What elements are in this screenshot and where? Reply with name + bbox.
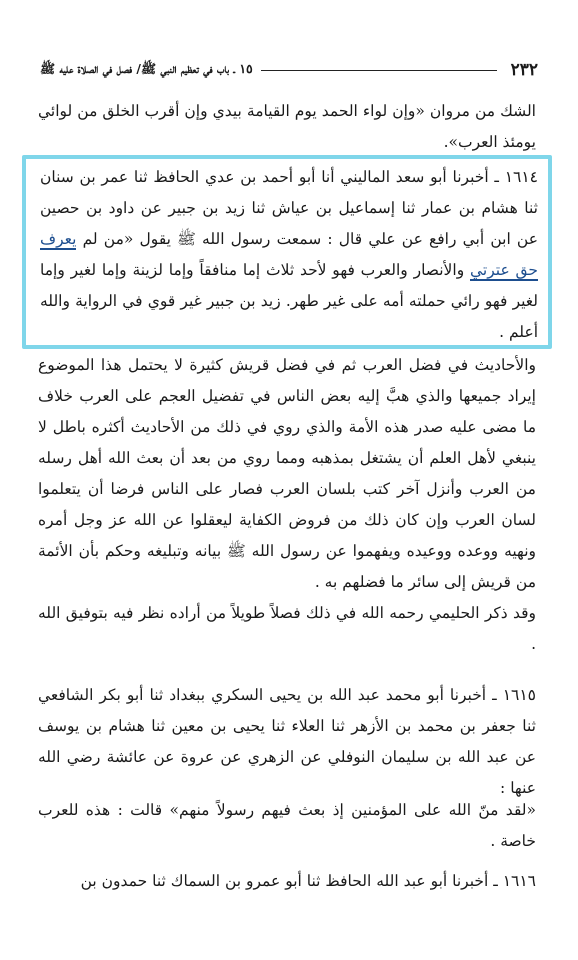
hadith-1614-text-start: ١٦١٤ ـ أخبرنا أبو سعد الماليني أنا أبو أحمد بن عدي الحافظ ثنا عمر بن سنان ثنا هشام بن عمار ثنا إسماعيل بن عياش ثنا زيد بن جبير عن داود بن حصين عن ابن أبي رافع عن علي قال : سمعت رسول الله ﷺ يقول «من لم bbox=[40, 168, 538, 248]
paragraph-commentary: والأحاديث في فضل العرب ثم في فضل قريش كثيرة لا يحتمل هذا الموضوع إيراد جميعها والذي هبَّ إليه بعض الناس في تفضيل العجم على العرب خلاف ما مضى عليه صدر هذه الأمة والذي روي في ذلك من الأحاديث أكثره باطل لا ينبغي لأهل العلم أن يشتغل بمذهبه ومما روي من بعد أن بعث الله أهل رسله من العرب وأنزل آخر كتب بلسان العرب فصار على الناس فرضا أن يتعلموا لسان العرب وإن كان ذلك من فروض الكفاية ليعقلوا عن الله عز وجل أمره ونهيه ووعده ووعيده ويفهموا عن رسول الله ﷺ بيانه وتبليغه وحكم بأن الأئمة من قريش إلى سائر ما فضلهم به . bbox=[38, 356, 536, 591]
paragraph-hadith-1616: ١٦١٦ ـ أخبرنا أبو عبد الله الحافظ ثنا أبو عمرو بن السماك ثنا حمدون بن bbox=[80, 872, 536, 890]
paragraph-halimi: وقد ذكر الحليمي رحمه الله في ذلك فصلاً طويلاً من أراده نظر فيه بتوفيق الله . bbox=[38, 604, 536, 653]
running-title: ١٥ ـ باب في تعظيم النبي ﷺ/ فصل في الصلاة عليه ﷺ bbox=[40, 60, 253, 76]
paragraph-hadith-end: الشك من مروان «وإن لواء الحمد يوم القيامة بيدي وإن أقرب الخلق من لوائي يومئذ العرب». bbox=[38, 102, 536, 151]
paragraph-quote: «لقد منّ الله على المؤمنين إذ بعث فيهم رسولاً منهم» قالت : هذه للعرب خاصة . bbox=[38, 801, 536, 850]
page-number: ٢٣٢ bbox=[510, 60, 538, 80]
underlined-phrase: يعرف حق عترتي bbox=[40, 230, 538, 279]
paragraph-hadith-1615: ١٦١٥ ـ أخبرنا أبو محمد عبد الله بن يحيى السكري ببغداد ثنا أبو بكر الشافعي ثنا جعفر بن محمد بن الأزهر ثنا العلاء ثنا يحيى بن معين ثنا هشام بن يوسف عن عبد الله بن سليمان النوفلي عن الزهري عن عروة عن عائشة رضي الله عنها : bbox=[38, 686, 536, 797]
paragraph-hadith-1614 bbox=[40, 162, 538, 348]
page-header bbox=[40, 58, 538, 82]
hadith-1614-text-end: والأنصار والعرب فهو لأحد ثلاث إما منافقاً وإما لزينة وإما لغير وإما لغير فهو رائي حملته أمه على غير طهر. زيد بن جبير غير قوي في الرواية والله أعلم . bbox=[40, 261, 538, 341]
header-rule bbox=[261, 70, 497, 71]
